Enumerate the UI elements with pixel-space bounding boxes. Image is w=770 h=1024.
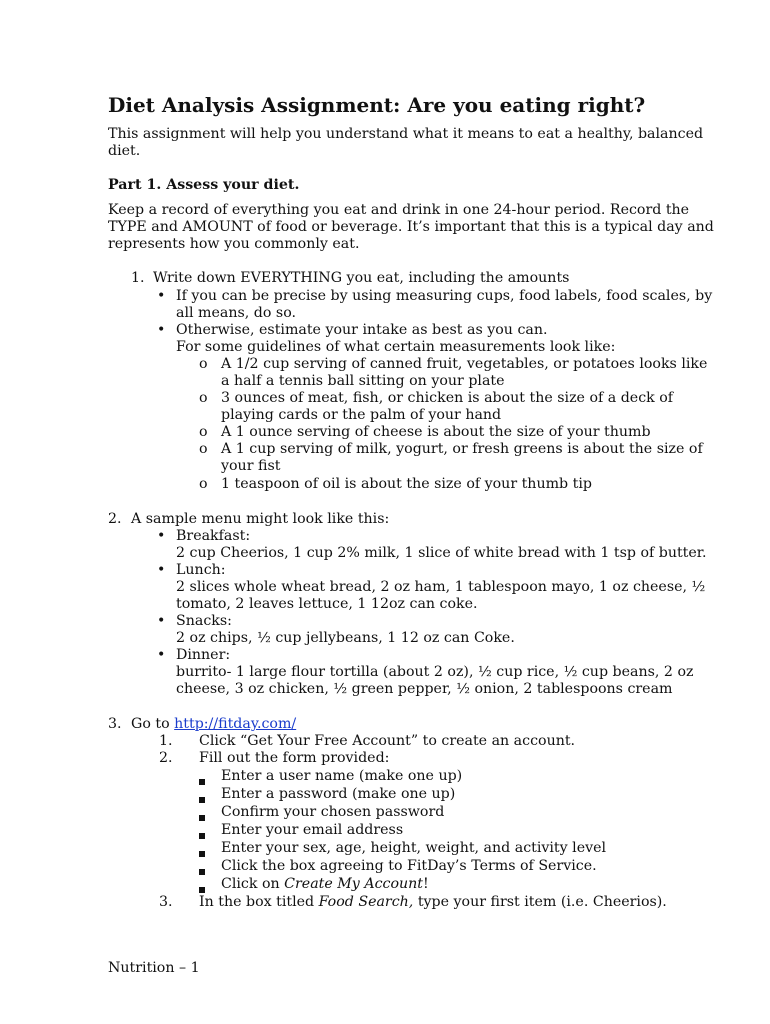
circle-bullet: o [199,441,208,457]
circle-bullet: o [199,424,208,440]
bullet-dot: • [157,613,166,629]
guideline-item-cont: playing cards or the palm of your hand [221,407,502,423]
form-item: Enter your sex, age, height, weight, and activity level [221,840,607,856]
meal-detail-cont: tomato, 2 leaves lettuce, 1 12oz can coke. [176,596,478,612]
page-footer: Nutrition – 1 [108,960,200,976]
meal-detail-cont: cheese, 3 oz chicken, ½ green pepper, ½ onion, 2 tablespoons cream [176,681,673,697]
form-item: Enter a password (make one up) [221,786,456,802]
meal-detail: 2 cup Cheerios, 1 cup 2% milk, 1 slice of white bread with 1 tsp of butter. [176,545,707,561]
meal-detail: burrito- 1 large flour tortilla (about 2 oz), ½ cup rice, ½ cup beans, 2 oz [176,664,694,680]
part1-heading: Part 1. Assess your diet. [108,177,300,193]
circle-bullet: o [199,476,208,492]
guideline-item-cont: your fist [221,458,281,474]
substep-text: In the box titled Food Search, type your first item (i.e. Cheerios). [199,894,667,910]
square-bullet [199,791,205,808]
step-text: Go to [131,716,170,732]
bullet-text: Otherwise, estimate your intake as best as you can. [176,322,548,338]
circle-bullet: o [199,356,208,372]
step-number: 2. [108,511,122,527]
guideline-item-cont: a half a tennis ball sitting on your plate [221,373,505,389]
form-item: Confirm your chosen password [221,804,445,820]
meal-name: Dinner: [176,647,231,663]
guideline-item: 3 ounces of meat, fish, or chicken is about the size of a deck of [221,390,674,406]
page-title: Diet Analysis Assignment: Are you eating right? [108,93,646,117]
substep-text: Fill out the form provided: [199,750,390,766]
meal-name: Breakfast: [176,528,251,544]
guidelines-intro: For some guidelines of what certain measurements look like: [176,339,616,355]
substep-number: 1. [159,733,173,749]
bullet-text: If you can be precise by using measuring cups, food labels, food scales, by [176,288,713,304]
form-item: Enter a user name (make one up) [221,768,463,784]
square-bullet [199,845,205,862]
substep-text: Click “Get Your Free Account” to create an account. [199,733,576,749]
meal-name: Snacks: [176,613,232,629]
step-text: A sample menu might look like this: [131,511,390,527]
bullet-dot: • [157,322,166,338]
bullet-text-cont: all means, do so. [176,305,297,321]
fitday-link[interactable]: http://fitday.com/ [174,716,297,732]
guideline-item: A 1 ounce serving of cheese is about the size of your thumb [221,424,651,440]
step-text: Write down EVERYTHING you eat, including the amounts [153,270,570,286]
substep-number: 3. [159,894,173,910]
guideline-item: 1 teaspoon of oil is about the size of your thumb tip [221,476,592,492]
guideline-item: A 1/2 cup serving of canned fruit, vegetables, or potatoes looks like [221,356,708,372]
step-number: 3. [108,716,122,732]
bullet-dot: • [157,647,166,663]
form-item-last: Click on Create My Account! [221,876,429,892]
form-item: Click the box agreeing to FitDay’s Terms of Service. [221,858,597,874]
step-number: 1. [131,270,145,286]
circle-bullet: o [199,390,208,406]
intro-paragraph: This assignment will help you understand what it means to eat a healthy, balanced diet. [108,126,704,159]
meal-detail: 2 oz chips, ½ cup jellybeans, 1 12 oz can Coke. [176,630,515,646]
meal-detail: 2 slices whole wheat bread, 2 oz ham, 1 tablespoon mayo, 1 oz cheese, ½ [176,579,706,595]
square-bullet [199,863,205,880]
part1-paragraph: Keep a record of everything you eat and drink in one 24-hour period. Record the TYPE and AMOUNT of food or beverage. It’s important that this is a typical day and represents how you commonly eat. [108,202,714,252]
form-item: Enter your email address [221,822,404,838]
square-bullet [199,809,205,826]
substep-number: 2. [159,750,173,766]
bullet-dot: • [157,288,166,304]
square-bullet [199,827,205,844]
bullet-dot: • [157,528,166,544]
bullet-dot: • [157,562,166,578]
meal-name: Lunch: [176,562,226,578]
step-text-line [131,716,296,733]
square-bullet [199,773,205,790]
guideline-item: A 1 cup serving of milk, yogurt, or fresh greens is about the size of [221,441,703,457]
